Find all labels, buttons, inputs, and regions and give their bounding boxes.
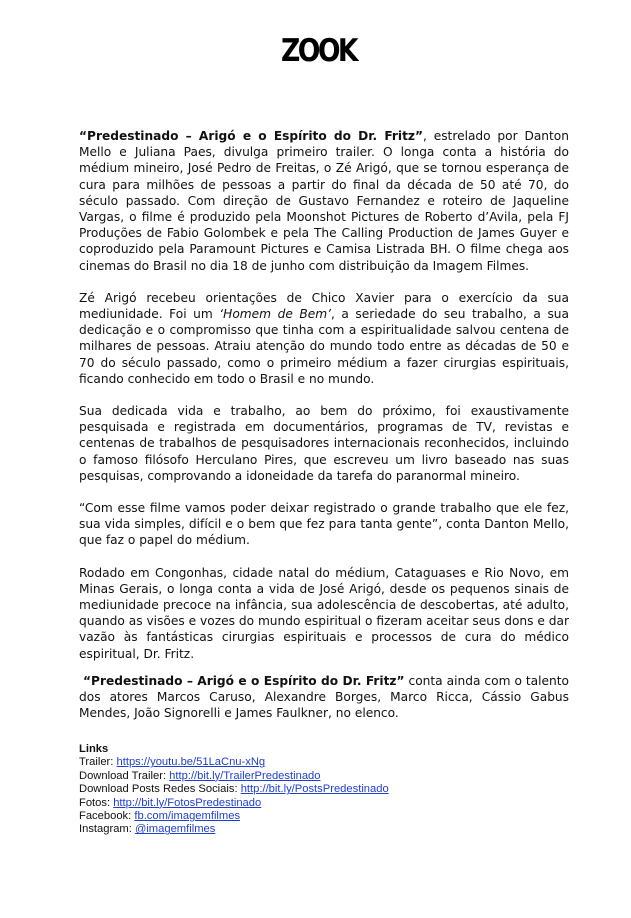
links-section bbox=[79, 743, 559, 837]
arigo-text-start: Zé Arigó recebeu orientações de Chico Xavier para o exercício da sua mediunidade. Foi um bbox=[79, 290, 569, 322]
film-title-cast: “Predestinado – Arigó e o Espírito do Dr. Fritz” bbox=[83, 673, 405, 688]
link-label: Facebook: bbox=[79, 810, 135, 823]
cast-text: conta ainda com o talento dos atores Marcos Caruso, Alexandre Borges, Marco Ricca, Cássio Gabus Mendes, João Signorelli e James Faulkner, no elenco. bbox=[79, 673, 569, 721]
link-download-posts[interactable]: http://bit.ly/PostsPredestinado bbox=[240, 783, 389, 796]
arigo-text-end: , a seriedade do seu trabalho, a sua dedicação e o compromisso que tinha com a espiritualidade salvou centena de milhares de pessoas. Atraiu atenção do mundo todo entre as décadas de 50 e 70 do século passado, como o primeiro médium a fazer cirurgias espirituais, ficando conhecido em todo o Brasil e no mundo. bbox=[79, 307, 569, 386]
link-row-download-trailer bbox=[79, 770, 559, 783]
link-label: Fotos: bbox=[79, 796, 114, 809]
link-label: Download Posts Redes Sociais: bbox=[79, 783, 241, 796]
link-label: Download Trailer: bbox=[79, 769, 170, 782]
film-title: “Predestinado – Arigó e o Espírito do Dr. Fritz” bbox=[79, 129, 424, 143]
paragraph-cast bbox=[79, 673, 569, 722]
link-instagram[interactable]: @imagemfilmes bbox=[134, 823, 216, 836]
paragraph-filming: Rodado em Congonhas, cidade natal do médium, Cataguases e Rio Novo, em Minas Gerais, o longa conta a vida de José Arigó, desde os pequenos sinais de mediunidade precoce na infância, sua adolescência de descobertas, até adulto, quando as visões e vozes do mundo espiritual o fizeram aceitar seus dons e dar vazão às fantásticas cirurgias espirituais e processos de cura do médico espiritual, Dr. Fritz. bbox=[79, 565, 569, 661]
paragraph-quote: “Com esse filme vamos poder deixar registrado o grande trabalho que ele fez, sua vida simples, difícil e o bem que fez para tanta gente”, conta Danton Mello, que faz o papel do médium. bbox=[79, 501, 569, 548]
link-row-fotos bbox=[79, 797, 559, 810]
link-facebook[interactable]: fb.com/imagemfilmes bbox=[134, 810, 241, 823]
link-label: Trailer: bbox=[79, 756, 117, 769]
homem-de-bem: ‘Homem de Bem’ bbox=[219, 307, 331, 322]
press-release-body bbox=[79, 128, 569, 738]
link-row-facebook bbox=[79, 810, 559, 823]
link-row-trailer bbox=[79, 756, 559, 769]
link-label: Instagram: bbox=[79, 823, 135, 836]
zook-logo: ZOOK bbox=[281, 33, 357, 69]
link-trailer[interactable]: https://youtu.be/51LaCnu-xNg bbox=[116, 756, 266, 769]
link-download-trailer[interactable]: http://bit.ly/TrailerPredestinado bbox=[169, 769, 321, 782]
paragraph-research: Sua dedicada vida e trabalho, ao bem do próximo, foi exaustivamente pesquisada e registrada em documentários, programas de TV, revistas e centenas de trabalhos de pesquisadores internacionais reconhecidos, incluindo o famoso filósofo Herculano Pires, que escreveu um livro baseado nas suas pesquisas, comprovando a idoneidade da tarefa do paranormal mineiro. bbox=[79, 404, 569, 483]
link-fotos[interactable]: http://bit.ly/FotosPredestinado bbox=[113, 796, 262, 809]
intro-text: , estrelado por Danton Mello e Juliana Paes, divulga primeiro trailer. O longa conta a história do médium mineiro, José Pedro de Freitas, o Zé Arigó, que se tornou esperança de cura para milhões de pessoas a partir do final da década de 50 até 70, do século passado. Com direção de Gustavo Fernandez e roteiro de Jaqueline Vargas, o filme é produzido pela Moonshot Pictures de Roberto d’Avila, pela FJ Produções de Fabio Golombek e pela The Calling Production de James Guyer e coproduzido pela Paramount Pictures e Camisa Listrada BH. O filme chega aos cinemas do Brasil no dia 18 de junho com distribuição da Imagem Filmes. bbox=[79, 129, 569, 273]
paragraph-arigo bbox=[79, 290, 569, 387]
paragraph-intro bbox=[79, 128, 569, 274]
links-title: Links bbox=[79, 743, 109, 755]
link-row-download-posts bbox=[79, 783, 559, 796]
link-row-instagram bbox=[79, 823, 559, 836]
